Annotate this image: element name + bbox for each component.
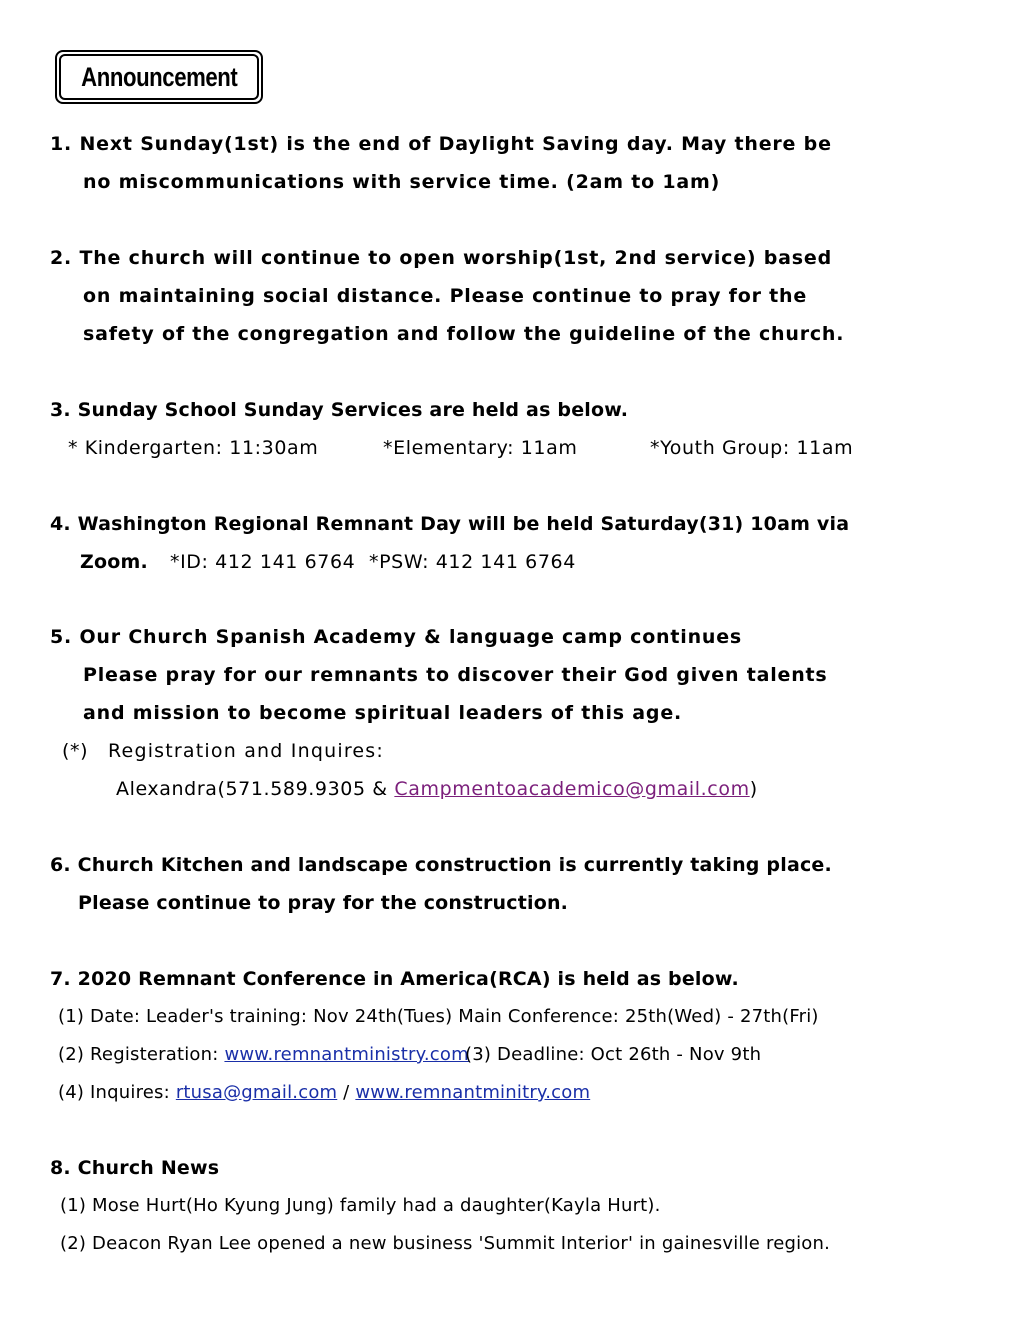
item-7-registration <box>58 1043 469 1067</box>
item-7-line-1: 7. 2020 Remnant Conference in America(RCA) is held as below. <box>50 968 739 990</box>
item-3-line-1: 3. Sunday School Sunday Services are held as below. <box>50 399 629 421</box>
campmento-email-link[interactable]: Campmentoacademico@gmail.com <box>394 778 750 800</box>
item-6-line-1: 6. Church Kitchen and landscape construction is currently taking place. <box>50 854 832 876</box>
church-news-item-1: (1) Mose Hurt(Ho Kyung Jung) family had a daughter(Kayla Hurt). <box>60 1195 661 1216</box>
item-6-line-2: Please continue to pray for the construction. <box>78 892 569 914</box>
item-3-elementary: *Elementary: 11am <box>383 437 578 459</box>
item-5-line-1: 5. Our Church Spanish Academy & language camp continues <box>50 626 743 648</box>
item-7-registration-prefix: (2) Registeration: <box>58 1044 225 1065</box>
item-7-date: (1) Date: Leader's training: Nov 24th(Tues) Main Conference: 25th(Wed) - 27th(Fri) <box>58 1006 819 1027</box>
item-1-line-2: no miscommunications with service time. (2am to 1am) <box>83 171 721 193</box>
remnant-minitry-link[interactable]: www.remnantminitry.com <box>355 1082 591 1103</box>
item-7-deadline: (3) Deadline: Oct 26th - Nov 9th <box>465 1044 762 1065</box>
item-3-kindergarten: * Kindergarten: 11:30am <box>68 437 319 459</box>
item-4-line-1: 4. Washington Regional Remnant Day will be held Saturday(31) 10am via <box>50 513 850 535</box>
item-5-line-2: Please pray for our remnants to discover their God given talents <box>83 664 828 686</box>
item-2-line-1: 2. The church will continue to open worship(1st, 2nd service) based <box>50 247 833 269</box>
page-title: Announcement <box>80 61 238 92</box>
item-3-youth-group: *Youth Group: 11am <box>650 437 854 459</box>
item-2-line-2: on maintaining social distance. Please continue to pray for the <box>83 285 808 307</box>
remnant-ministry-link[interactable]: www.remnantministry.com <box>224 1044 469 1065</box>
item-5-contact-suffix: ) <box>749 778 758 800</box>
item-5-registration-marker: (*) <box>62 740 89 762</box>
item-7-inquires-separator: / <box>337 1082 356 1103</box>
item-8-title: 8. Church News <box>50 1157 220 1179</box>
item-5-contact-prefix: Alexandra(571.589.9305 & <box>116 778 395 800</box>
announcement-title-box <box>55 50 263 104</box>
item-2-line-3: safety of the congregation and follow the guideline of the church. <box>83 323 845 345</box>
item-4-zoom-password: *PSW: 412 141 6764 <box>369 551 576 573</box>
item-5-line-3: and mission to become spiritual leaders of this age. <box>83 702 683 724</box>
item-5-registration-label: Registration and Inquires: <box>108 740 385 762</box>
announcement-title-frame <box>59 54 259 100</box>
item-5-contact <box>116 777 758 801</box>
item-7-inquires-prefix: (4) Inquires: <box>58 1082 176 1103</box>
rtusa-email-link[interactable]: rtusa@gmail.com <box>175 1082 338 1103</box>
church-news-item-2: (2) Deacon Ryan Lee opened a new business 'Summit Interior' in gainesville region. <box>60 1233 831 1254</box>
item-1-line-1: 1. Next Sunday(1st) is the end of Daylight Saving day. May there be <box>50 133 832 155</box>
item-4-zoom: Zoom. <box>80 551 148 573</box>
item-4-zoom-id: *ID: 412 141 6764 <box>170 551 356 573</box>
item-7-inquires <box>58 1081 590 1105</box>
